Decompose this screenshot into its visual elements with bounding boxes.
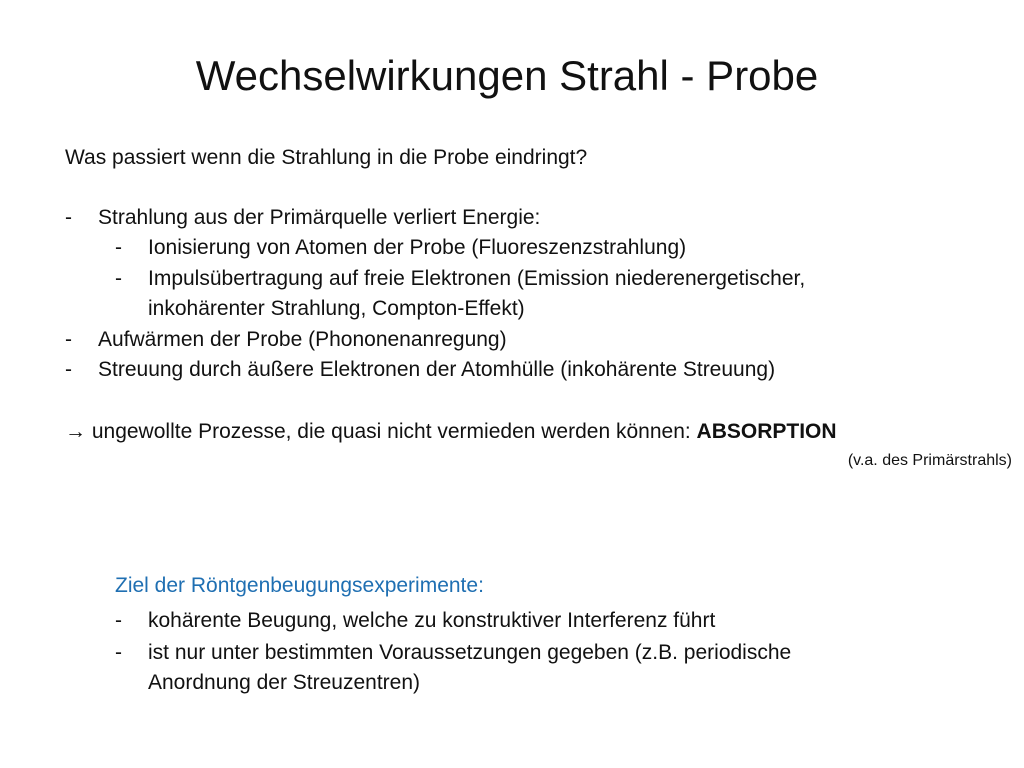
goal-heading: Ziel der Röntgenbeugungsexperimente: xyxy=(115,574,484,597)
intro-question: Was passiert wenn die Strahlung in die Probe eindringt? xyxy=(65,146,588,169)
point-impulse-line1: Impulsübertragung auf freie Elektronen (Emission niederenergetischer, xyxy=(148,267,806,290)
point-ionisation: Ionisierung von Atomen der Probe (Fluoreszenzstrahlung) xyxy=(148,236,687,259)
arrow-right-icon: → xyxy=(65,420,86,443)
bullet-dash: - xyxy=(115,641,122,664)
conclusion-note: (v.a. des Primärstrahls) xyxy=(847,452,1012,469)
bullet-dash: - xyxy=(115,236,122,259)
slide-title: Wechselwirkungen Strahl - Probe xyxy=(195,52,819,99)
bullet-dash: - xyxy=(65,358,72,381)
bullet-dash: - xyxy=(115,267,122,290)
bullet-dash: - xyxy=(65,206,72,229)
bullet-dash: - xyxy=(115,609,122,632)
conclusion-line xyxy=(65,417,837,447)
point-impulse-line2: inkohärenter Strahlung, Compton-Effekt) xyxy=(148,297,525,320)
goal-item-coherent: kohärente Beugung, welche zu konstruktiver Interferenz führt xyxy=(148,609,716,632)
point-scattering: Streuung durch äußere Elektronen der Atomhülle (inkohärente Streuung) xyxy=(98,358,776,381)
bullet-dash: - xyxy=(65,328,72,351)
goal-item-conditions-line2: Anordnung der Streuzentren) xyxy=(148,671,421,694)
point-energy-loss: Strahlung aus der Primärquelle verliert Energie: xyxy=(98,206,541,229)
conclusion-text: ungewollte Prozesse, die quasi nicht vermieden werden können: xyxy=(91,420,697,443)
goal-item-conditions-line1: ist nur unter bestimmten Voraussetzungen gegeben (z.B. periodische xyxy=(148,641,792,664)
conclusion-emphasis: ABSORPTION xyxy=(696,420,837,443)
point-warming: Aufwärmen der Probe (Phononenanregung) xyxy=(98,328,507,351)
